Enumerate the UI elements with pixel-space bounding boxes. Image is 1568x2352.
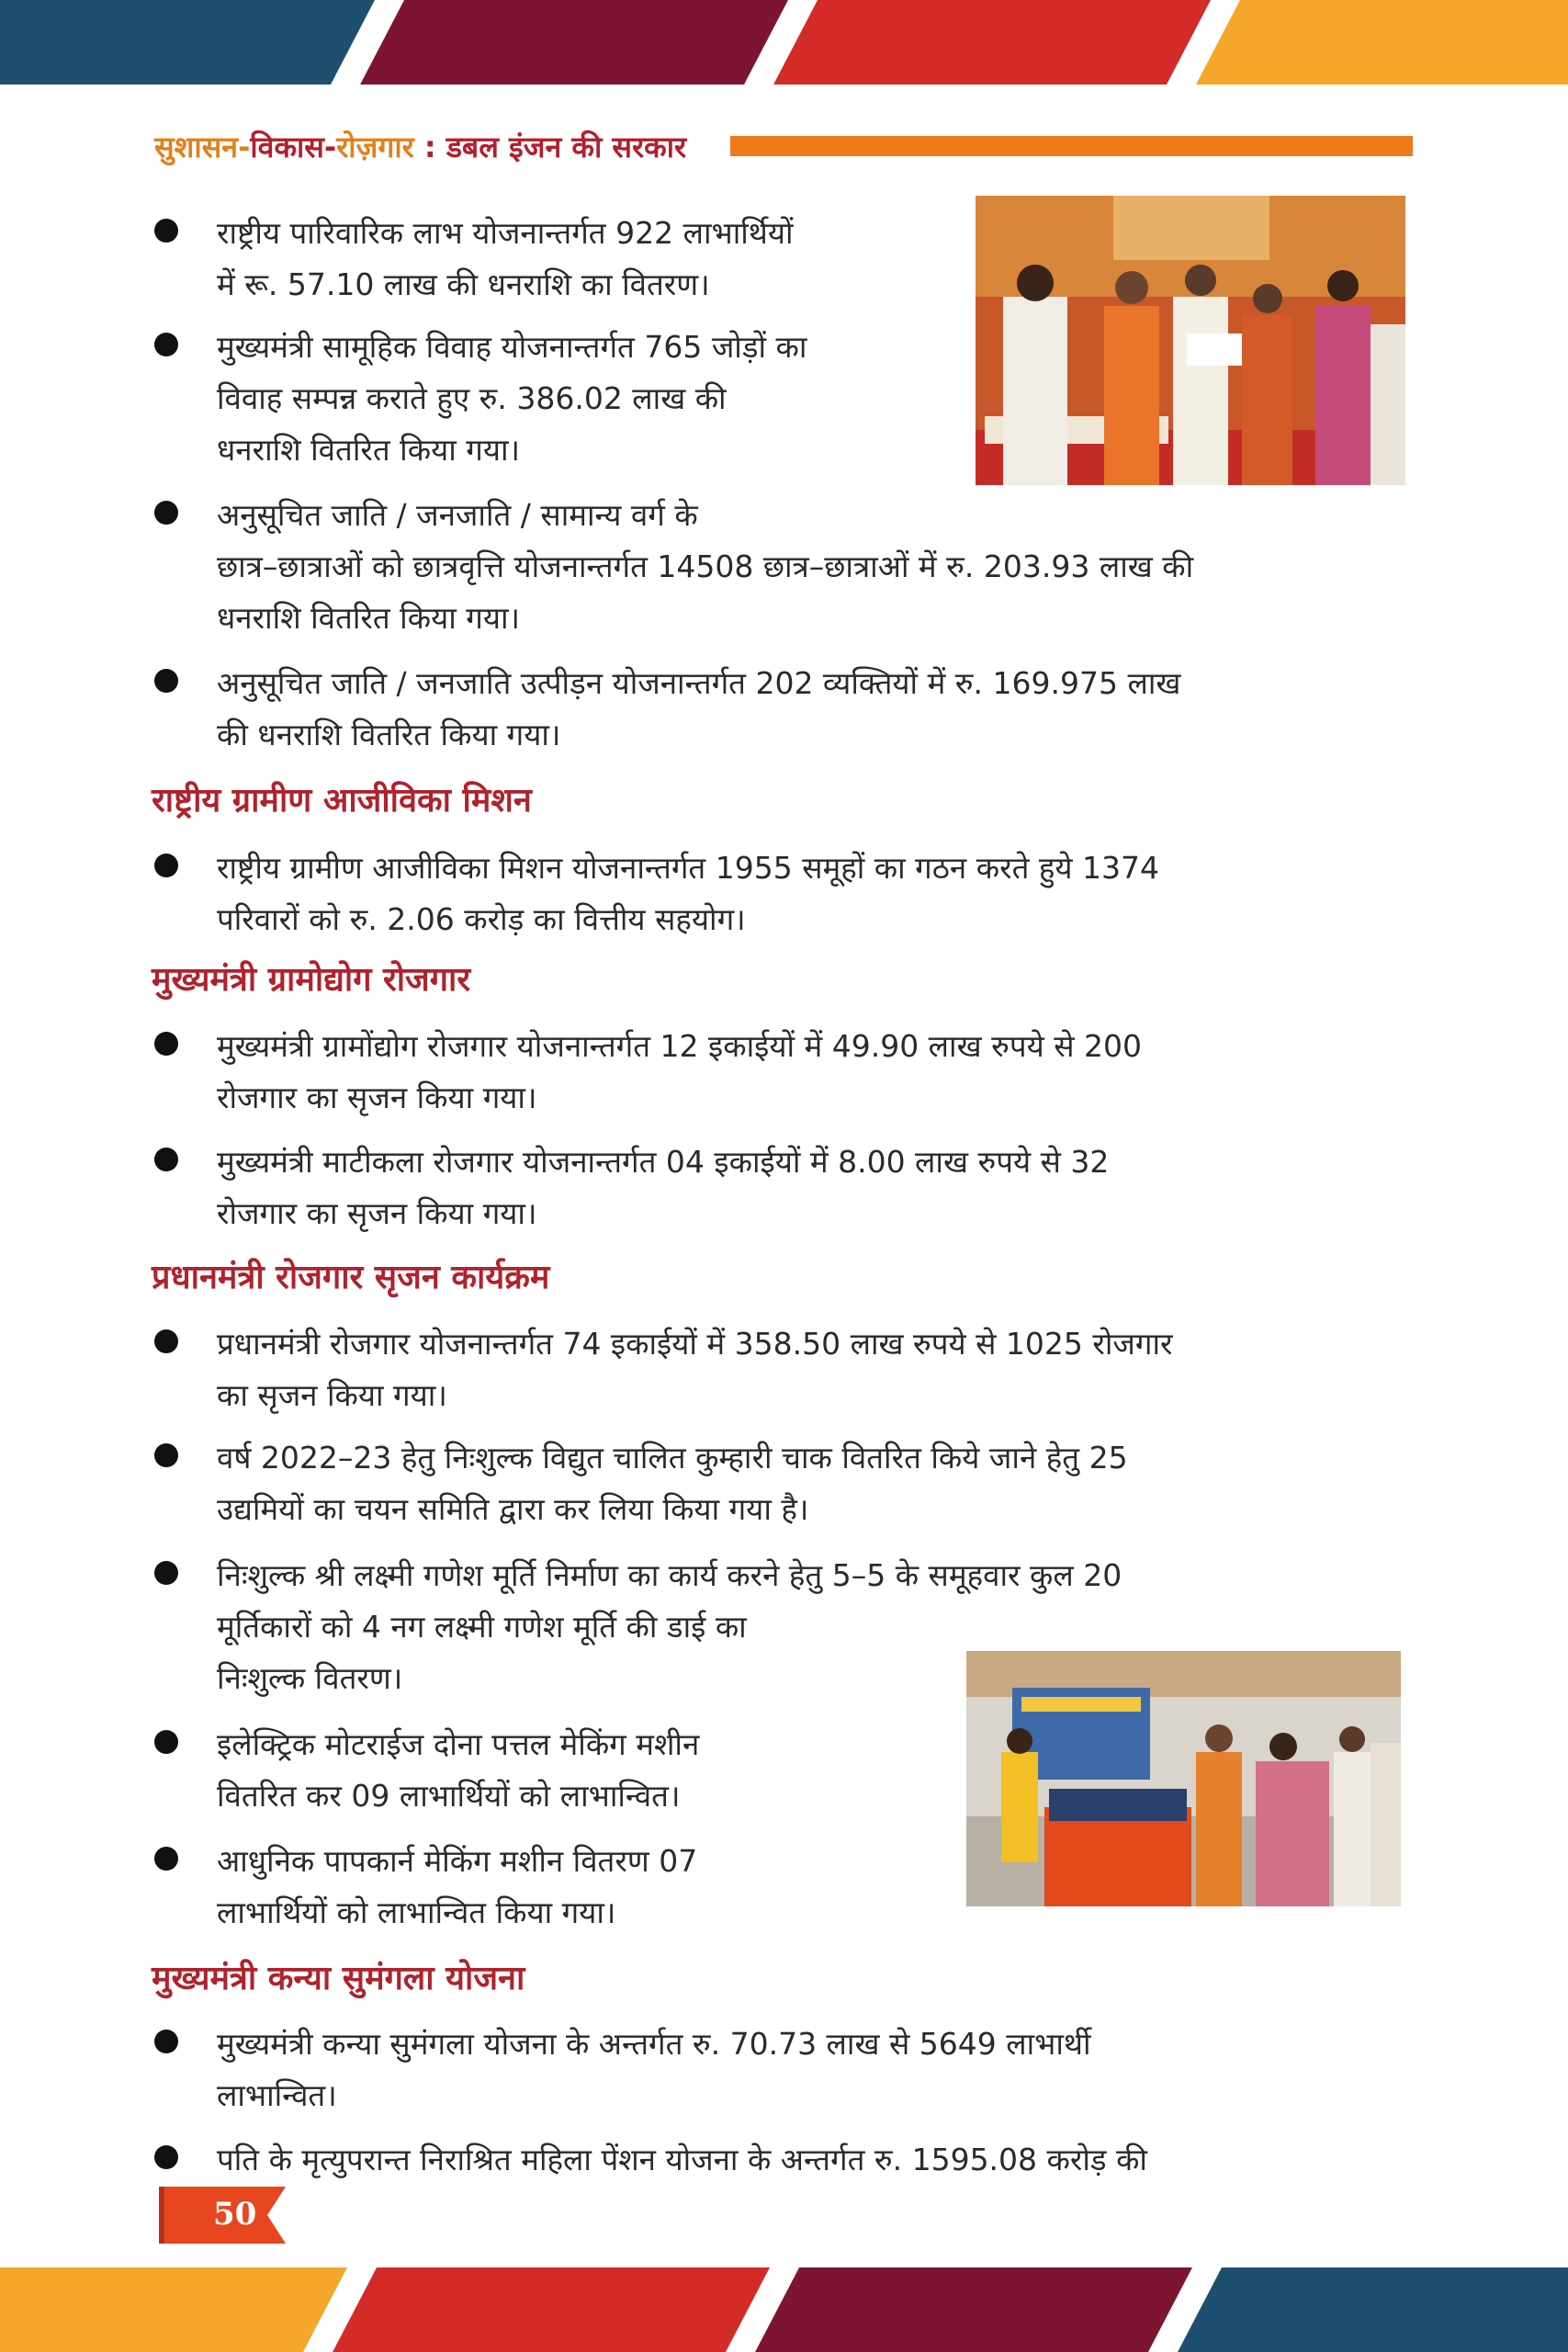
bullet-line: उद्यमियों का चयन समिति द्वारा कर लिया किया गया है। <box>217 1491 809 1527</box>
bullet-line: आधुनिक पापकार्न मेकिंग मशीन वितरण 07 <box>217 1843 698 1879</box>
bullet-line: धनराशि वितरित किया गया। <box>217 432 521 468</box>
bullet-line: मुख्यमंत्री ग्रामोंद्योग रोजगार योजनान्तर्गत 12 इकाईयों में 49.90 लाख रुपये से 200 <box>217 1028 1142 1064</box>
bottom-decorative-band <box>0 2267 1568 2352</box>
bullet-line: प्रधानमंत्री रोजगार योजनान्तर्गत 74 इकाईयों में 358.50 लाख रुपये से 1025 रोजगार <box>217 1326 1173 1362</box>
bullet-dot <box>154 2030 178 2053</box>
bullet-line: विवाह सम्पन्न कराते हुए रु. 386.02 लाख की <box>217 380 727 416</box>
page-number: 50 <box>213 2196 257 2233</box>
bullet-line: इलेक्ट्रिक मोटराईज दोना पत्तल मेकिंग मशीन <box>217 1726 700 1762</box>
bullet-dot <box>154 854 178 877</box>
bullet-line: रोजगार का सृजन किया गया। <box>217 1195 537 1231</box>
ceremony-photo <box>976 196 1405 485</box>
bullet-line: राष्ट्रीय पारिवारिक लाभ योजनान्तर्गत 922 लाभार्थियों <box>217 215 794 251</box>
bullet-line: अनुसूचित जाति / जनजाति / सामान्य वर्ग के <box>217 497 698 533</box>
section-heading: प्रधानमंत्री रोजगार सृजन कार्यक्रम <box>152 1258 550 1296</box>
bullet-dot <box>154 333 178 356</box>
bullet-dot <box>154 1730 178 1754</box>
running-head-rule <box>730 136 1413 156</box>
bullet-line: मूर्तिकारों को 4 नग लक्ष्मी गणेश मूर्ति की डाई का <box>217 1609 747 1645</box>
bullet-line: राष्ट्रीय ग्रामीण आजीविका मिशन योजनान्तर्गत 1955 समूहों का गठन करते हुये 1374 <box>217 850 1160 886</box>
bullet-dot <box>154 2145 178 2169</box>
section-heading: राष्ट्रीय ग्रामीण आजीविका मिशन <box>152 781 532 820</box>
bullet-line: वर्ष 2022–23 हेतु निःशुल्क विद्युत चालित कुम्हारी चाक वितरित किये जाने हेतु 25 <box>217 1440 1128 1476</box>
bullet-dot <box>154 669 178 693</box>
bullet-line: परिवारों को रु. 2.06 करोड़ का वित्तीय सहयोग। <box>217 901 746 937</box>
bullet-line: लाभार्थियों को लाभान्वित किया गया। <box>217 1894 616 1930</box>
bullet-dot <box>154 1148 178 1171</box>
bullet-line: मुख्यमंत्री माटीकला रोजगार योजनान्तर्गत 04 इकाईयों में 8.00 लाख रुपये से 32 <box>217 1144 1110 1180</box>
bullet-line: मुख्यमंत्री सामूहिक विवाह योजनान्तर्गत 765 जोड़ों का <box>217 329 807 365</box>
running-head <box>154 127 686 166</box>
bullet-line: का सृजन किया गया। <box>217 1377 447 1413</box>
bullet-line: लाभान्वित। <box>217 2077 337 2113</box>
bullet-line: वितरित कर 09 लाभार्थियों को लाभान्वित। <box>217 1778 681 1814</box>
running-head-part-2: विकास- <box>250 130 337 164</box>
bullet-dot <box>154 1329 178 1353</box>
bullet-line: की धनराशि वितरित किया गया। <box>217 717 561 752</box>
bullet-dot <box>154 219 178 243</box>
bullet-dot <box>154 1561 178 1585</box>
bullet-line: में रू. 57.10 लाख की धनराशि का वितरण। <box>217 266 710 302</box>
bullet-line: निःशुल्क श्री लक्ष्मी गणेश मूर्ति निर्माण का कार्य करने हेतु 5–5 के समूहवार कुल 20 <box>217 1557 1122 1593</box>
bullet-dot <box>154 501 178 525</box>
bullet-line: रोजगार का सृजन किया गया। <box>217 1080 537 1115</box>
section-heading: मुख्यमंत्री ग्रामोद्योग रोजगार <box>152 960 471 999</box>
bullet-line: छात्र–छात्राओं को छात्रवृत्ति योजनान्तर्गत 14508 छात्र–छात्राओं में रु. 203.93 लाख की <box>217 548 1194 584</box>
bullet-line: धनराशि वितरित किया गया। <box>217 600 521 636</box>
bullet-dot <box>154 1443 178 1467</box>
bullet-dot <box>154 1032 178 1056</box>
running-head-part-4: : डबल इंजन की सरकार <box>413 130 687 164</box>
bullet-line: अनुसूचित जाति / जनजाति उत्पीड़न योजनान्तर्गत 202 व्यक्तियों में रु. 169.975 लाख <box>217 665 1181 701</box>
section-heading: मुख्यमंत्री कन्या सुमंगला योजना <box>152 1959 525 1997</box>
running-head-part-3: रोज़गार <box>336 130 414 164</box>
bullet-line: निःशुल्क वितरण। <box>217 1660 403 1696</box>
bullet-line: पति के मृत्युपरान्त निराश्रित महिला पेंशन योजना के अन्तर्गत रु. 1595.08 करोड़ की <box>217 2142 1147 2177</box>
bullet-line: मुख्यमंत्री कन्या सुमंगला योजना के अन्तर्गत रु. 70.73 लाख से 5649 लाभार्थी <box>217 2026 1091 2062</box>
bullet-dot <box>154 1847 178 1871</box>
running-head-part-1: सुशासन- <box>154 130 251 164</box>
top-decorative-band <box>0 0 1568 85</box>
